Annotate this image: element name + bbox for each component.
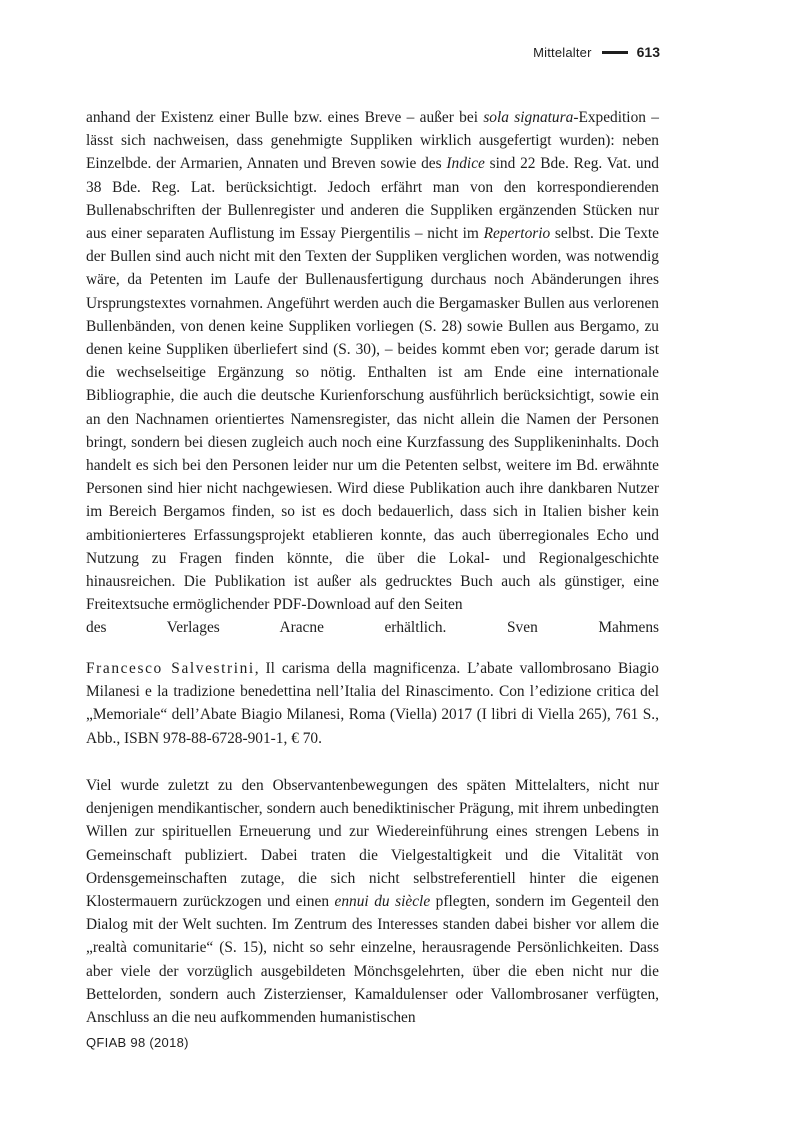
section-title: Mittelalter	[533, 44, 592, 60]
review-body	[86, 774, 659, 1029]
signature-line: des Verlages Aracne erhältlich. Sven Mahmens	[86, 619, 660, 637]
bibliographic-reference	[86, 657, 659, 750]
review-continuation	[86, 106, 659, 640]
running-head	[533, 44, 660, 60]
review-paragraph: Viel wurde zuletzt zu den Observantenbewegungen des späten Mittelalters, nicht nur denjenigen mendikantischer, sondern auch benediktinischer Prägung, mit ihrem unbedingten Willen zur spirituellen Erneuerung und zur Wiedereinführung eines strengen Lebens in Gemeinschaft publiziert. Dabei traten die Vielgestaltigkeit und die Vitalität von Ordensgemeinschaften zutage, die sich nicht selbstreferentiell hinter die eigenen Klostermauern zurückzogen und einen ennui du siècle pflegten, sondern im Gegenteil den Dialog mit der Welt suchten. Im Zentrum des Interesses standen dabei bisher vor allem die „realtà comunitarie“ (S. 15), nicht so sehr einzelne, herausragende Persönlichkeiten. Dass aber viele der vorzüglich ausgebildeten Mönchsgelehrten, über die eben nicht nur die Bettelorden, sondern auch Zisterzienser, Kamaldulenser oder Vallombrosaner verfügten, Anschluss an die neu aufkommenden humanistischen	[86, 777, 659, 1027]
page-number: 613	[636, 44, 660, 60]
book-author: Francesco Salvestrini	[86, 660, 255, 677]
review-paragraph: anhand der Existenz einer Bulle bzw. eines Breve – außer bei sola signatura-Expedition – lässt sich nachweisen, dass genehmigte Suppliken wirklich ausgefertigt wurden): neben Einzelbde. der Armarien, Annaten und Breven sowie des Indice sind 22 Bde. Reg. Vat. und 38 Bde. Reg. Lat. berücksichtigt. Jedoch erfährt man von den korrespondierenden Bullenabschriften der Bullenregister und anderen die Suppliken ergänzenden Stücken nur aus einer separaten Auflistung im Essay Piergentilis – nicht im Repertorio selbst. Die Texte der Bullen sind auch nicht mit den Texten der Suppliken verglichen worden, was notwendig wäre, da Petenten im Laufe der Bullenausfertigung durchaus noch Abänderungen ihres Ursprungstextes vornahmen. Angeführt werden auch die Bergamasker Bullen aus verlorenen Bullenbänden, von denen keine Suppliken vorliegen (S. 28) sowie Bullen aus Bergamo, zu denen keine Suppliken überliefert sind (S. 30), – beides kommt eben vor; gerade darum ist die wechselseitige Ergänzung so nötig. Enthalten ist am Ende eine internationale Bibliographie, die auch die deutsche Kurienforschung ausführlich berücksichtigt, sowie ein an den Nachnamen orientiertes Namensregister, das nicht allein die Namen der Personen bringt, sondern bei diesen zugleich auch noch eine Kurzfassung des Supplikeninhalts. Doch handelt es sich bei den Personen leider nur um die Petenten selbst, weitere im Bd. erwähnte Personen sind hier nicht nachgewiesen. Wird diese Publikation auch ihre dankbaren Nutzer im Bereich Bergamos finden, so ist es doch bedauerlich, dass sich in Italien bisher kein ambitionierteres Erfassungsprojekt etablieren konnte, das auch überregionales Echo und Nutzung zu Fragen finden könnte, die über die Lokal- und Regionalgeschichte hinausreichen. Die Publikation ist außer als gedrucktes Buch auch als günstiger, eine Freitextsuche ermöglichender PDF-Download auf den Seiten	[86, 109, 660, 614]
header-rule	[602, 51, 628, 54]
book-details: , Il carisma della magnificenza. L’abate vallombrosano Biagio Milanesi e la tradizione benedettina nell’Italia del Rinascimento. Con l’edizione critica del „Memoriale“ dell’Abate Biagio Milanesi, Roma (Viella) 2017 (I libri di Viella 265), 761 S., Abb., ISBN 978-88-6728-901-1, € 70.	[86, 660, 660, 747]
reviewer-name: Sven Mahmens	[506, 619, 660, 637]
journal-footer: QFIAB 98 (2018)	[86, 1035, 189, 1050]
